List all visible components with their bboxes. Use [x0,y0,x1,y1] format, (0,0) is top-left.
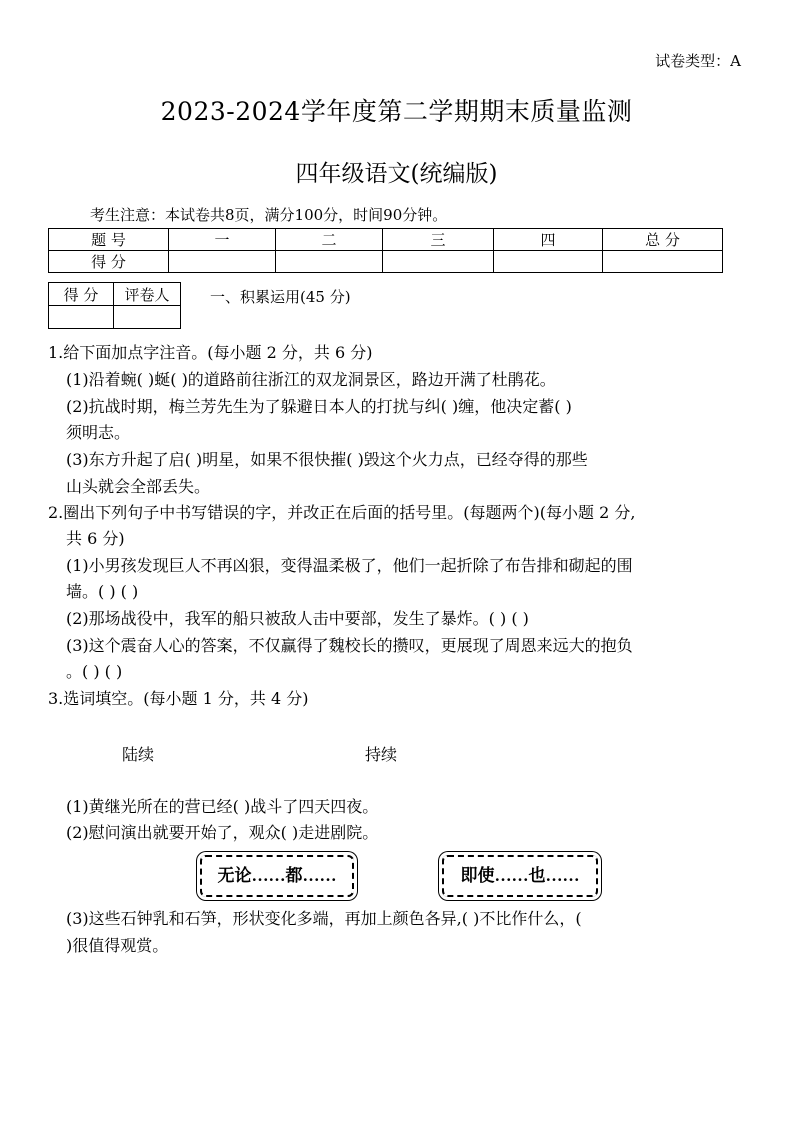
score-row-label: 得 分 [49,251,169,273]
section-heading: 一、积累运用(45 分) [210,288,351,306]
score-input-cell[interactable] [169,251,276,273]
score-header-cell: 一 [169,229,276,251]
question-2-item-2: (2)那场战役中，我军的船只被敌人击中要部，发生了暴炸。( ) ( ) [66,609,529,628]
question-2-item-3-cont: 。( ) ( ) [66,662,123,681]
grader-score-cell[interactable] [49,306,114,329]
score-table [48,228,723,273]
question-2-stem: 2.圈出下列句子中书写错误的字，并改正在后面的括号里。(每题两个)(每小题 2 分, [48,503,636,522]
exam-notice: 考生注意：本试卷共8页，满分100分，时间90分钟。 [90,206,448,224]
score-input-cell[interactable] [276,251,383,273]
question-2-item-1: (1)小男孩发现巨人不再凶狠，变得温柔极了，他们一起折除了布告排和砌起的围 [66,556,633,575]
question-1-item-3: (3)东方升起了启( )明星，如果不很快摧( )毁这个火力点，已经夺得的那些 [66,450,588,469]
score-header-cell: 总 分 [603,229,723,251]
grader-name-cell[interactable] [114,306,181,329]
grader-score-label: 得 分 [49,283,114,306]
question-2-item-1-cont: 墙。( ) ( ) [66,582,139,601]
question-3-item-3: (3)这些石钟乳和石笋，形状变化多端，再加上颜色各异,( )不比作什么，( [66,909,582,928]
question-1-item-2: (2)抗战时期，梅兰芳先生为了躲避日本人的打扰与纠( )缠，他决定蓄( ) [66,397,572,416]
score-header-cell: 题 号 [49,229,169,251]
word-choice-1: 陆续 [122,745,155,764]
question-1-item-1: (1)沿着蜿( )蜒( )的道路前往浙江的双龙洞景区，路边开满了杜鹃花。 [66,370,556,389]
score-input-cell[interactable] [383,251,494,273]
question-1-item-2-cont: 须明志。 [66,423,131,442]
question-3-item-3-cont: )很值得观赏。 [66,936,169,955]
question-3-item-2: (2)慰问演出就要开始了，观众( )走进剧院。 [66,823,379,842]
word-choice-2: 持续 [365,745,398,764]
score-table-header-row [49,229,723,251]
score-input-cell[interactable] [494,251,603,273]
question-3-item-1: (1)黄继光所在的营已经( )战斗了四天四夜。 [66,797,379,816]
paper-type-label: 试卷类型：A [655,52,741,70]
question-3-stem: 3.选词填空。(每小题 1 分，共 4 分) [48,689,309,708]
question-2-item-3: (3)这个震奋人心的答案，不仅赢得了魏校长的攒叹，更展现了周恩来远大的抱负 [66,636,633,655]
connective-pattern-box-2: 即使……也…… [442,855,598,897]
grader-table [48,282,181,329]
connective-pattern-box-1: 无论……都…… [200,855,354,897]
exam-subtitle: 四年级语文(统编版) [295,161,498,187]
grader-name-label: 评卷人 [114,283,181,306]
question-1-item-3-cont: 山头就会全部丢失。 [66,477,211,496]
score-header-cell: 二 [276,229,383,251]
score-header-cell: 四 [494,229,603,251]
score-table-score-row [49,251,723,273]
score-header-cell: 三 [383,229,494,251]
score-input-cell[interactable] [603,251,723,273]
question-2-stem-cont: 共 6 分) [66,529,125,548]
question-1-stem: 1.给下面加点字注音。(每小题 2 分，共 6 分) [48,343,373,362]
exam-title: 2023-2024学年度第二学期期末质量监测 [160,97,633,126]
